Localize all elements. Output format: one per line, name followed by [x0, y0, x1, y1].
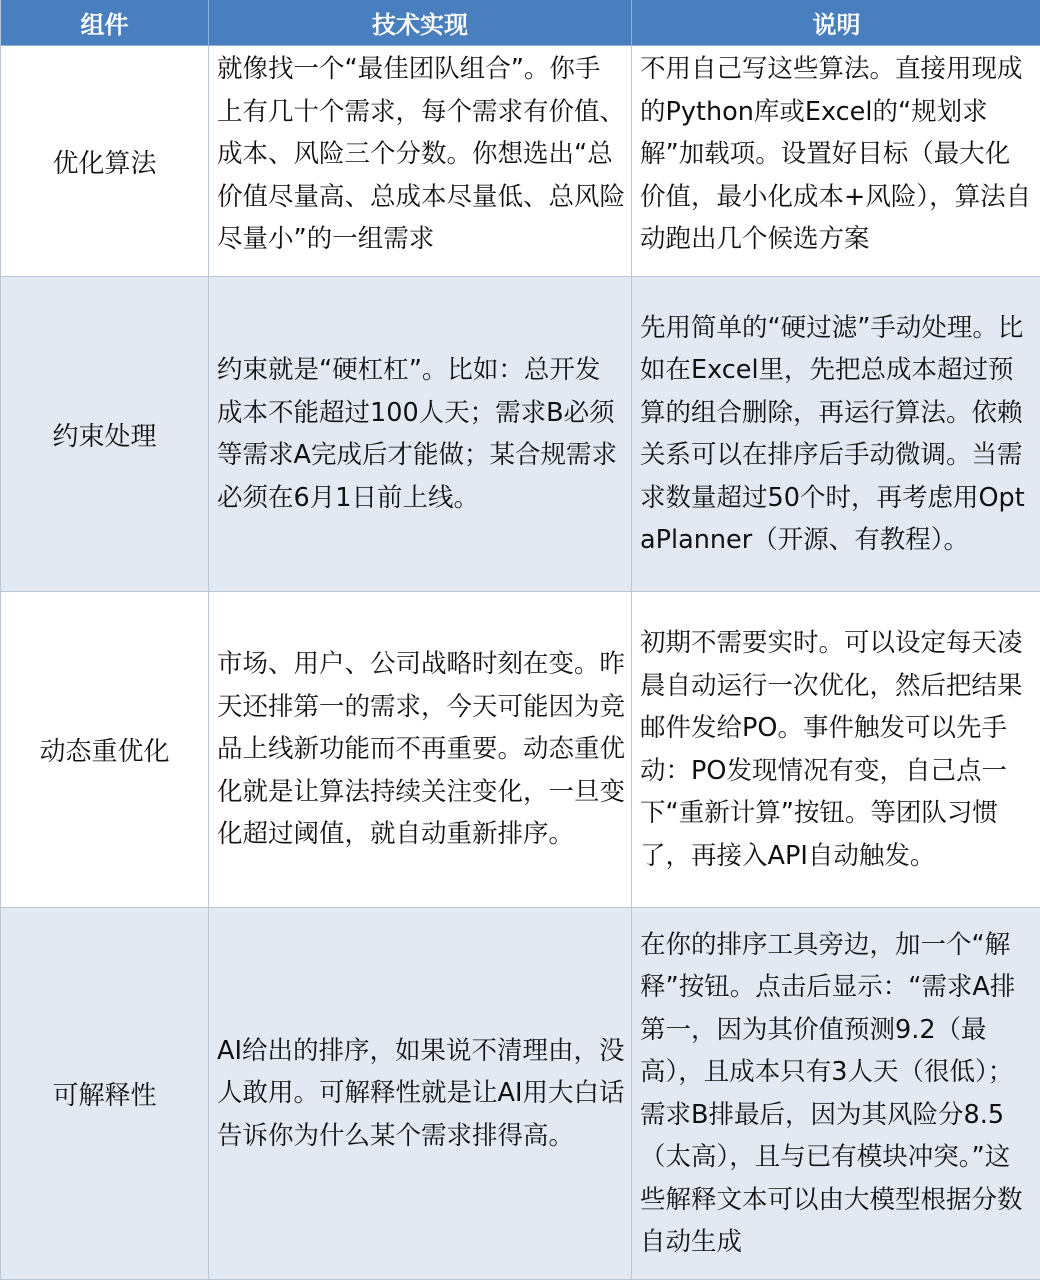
row-implementation-text [209, 277, 632, 592]
implementation-text: 市场、用户、公司战略时刻在变。昨天还排第一的需求，今天可能因为竞品上线新功能而不再重要。动态重优化就是让算法持续关注变化，一旦变化超过阈值，就自动重新排序。 [217, 649, 626, 850]
implementation-text: 就像找一个“最佳团队组合”。你手上有几十个需求，每个需求有价值、成本、风险三个分数。你想选出“总价值尽量高、总成本尽量低、总风险尽量小”的一组需求 [217, 54, 626, 254]
description-text: 先用简单的“硬过滤”手动处理。比如在Excel里，先把总成本超过预算的组合删除，再运行算法。依赖关系可以在排序后手动微调。当需求数量超过50个时，再考虑用OptaPlanner（开源、有教程）。 [640, 312, 1025, 555]
row-component-label: 约束处理 [1, 277, 209, 592]
row-implementation-text [209, 592, 632, 908]
row-component-label: 动态重优化 [1, 592, 209, 908]
row-component-label: 可解释性 [1, 908, 209, 1280]
row-component-label: 优化算法 [1, 46, 209, 277]
row-implementation-text [209, 908, 632, 1280]
description-text: 初期不需要实时。可以设定每天凌晨自动运行一次优化，然后把结果邮件发给PO。事件触发可以先手动：PO发现情况有变，自己点一下“重新计算”按钮。等团队习惯了，再接入API自动触发。 [640, 628, 1023, 871]
header-component: 组件 [1, 0, 209, 46]
description-text: 不用自己写这些算法。直接用现成的Python库或Excel的“规划求解”加载项。设置好目标（最大化价值，最小化成本+风险），算法自动跑出几个候选方案 [640, 54, 1032, 254]
header-implementation: 技术实现 [209, 0, 632, 46]
implementation-text: 约束就是“硬杠杠”。比如：总开发成本不能超过100人天；需求B必须等需求A完成后才能做；某合规需求必须在6月1日前上线。 [217, 355, 617, 513]
description-text: 在你的排序工具旁边，加一个“解释”按钮。点击后显示：“需求A排第一，因为其价值预测9.2（最高），且成本只有3人天（很低）；需求B排最后，因为其风险分8.5（太高），且与已有模块冲突。”这些解释文本可以由大模型根据分数自动生成 [640, 929, 1023, 1257]
implementation-text: AI给出的排序，如果说不清理由，没人敢用。可解释性就是让AI用大白话告诉你为什么某个需求排得高。 [217, 1035, 625, 1151]
row-implementation-text [209, 46, 632, 277]
row-description-text [632, 592, 1040, 908]
row-description-text [632, 277, 1040, 592]
row-description-text [632, 46, 1040, 277]
header-description: 说明 [632, 0, 1040, 46]
row-description-text [632, 908, 1040, 1280]
